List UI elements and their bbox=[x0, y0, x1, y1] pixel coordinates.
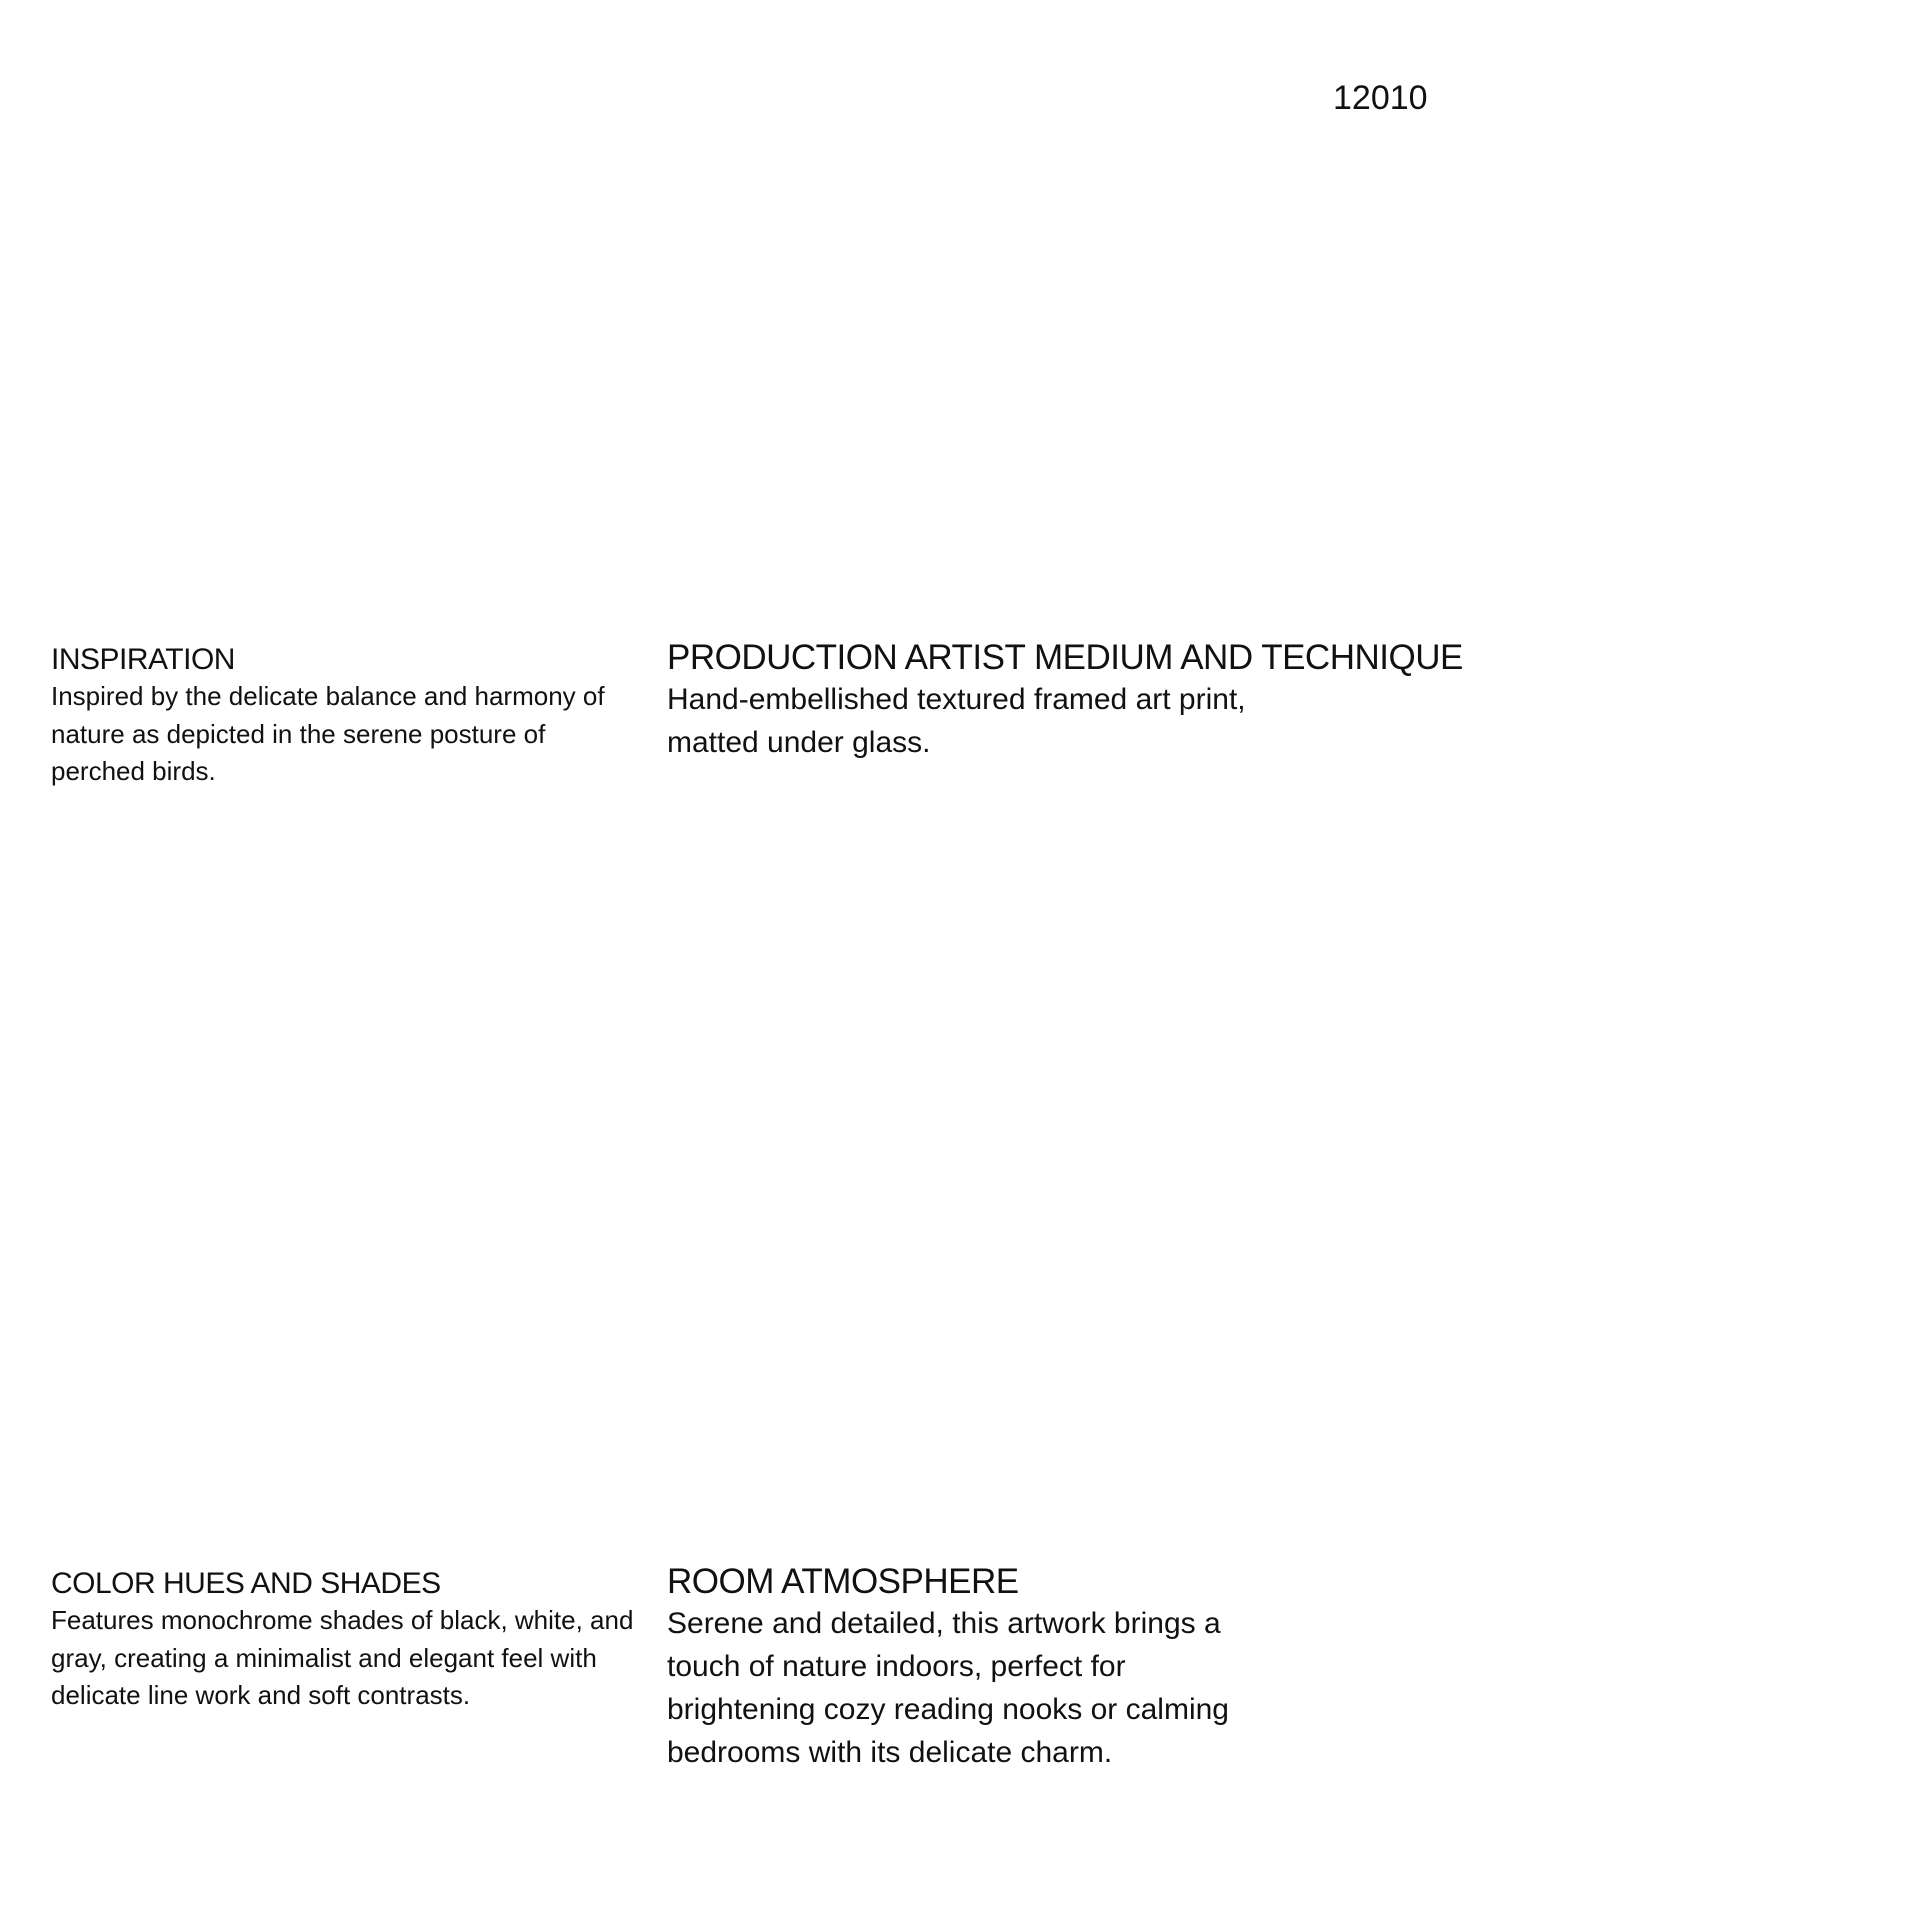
color-heading: COLOR HUES AND SHADES bbox=[51, 1567, 441, 1600]
room-atmosphere-heading: ROOM ATMOSPHERE bbox=[667, 1562, 1019, 1601]
room-atmosphere-section bbox=[667, 1562, 1267, 1774]
production-section bbox=[667, 638, 1567, 764]
room-atmosphere-body: Serene and detailed, this artwork brings a touch of nature indoors, perfect for brightening cozy reading nooks or calming bedrooms with its delicate charm. bbox=[667, 1607, 1229, 1769]
production-heading: PRODUCTION ARTIST MEDIUM AND TECHNIQUE bbox=[667, 638, 1463, 677]
inspiration-heading: INSPIRATION bbox=[51, 643, 235, 676]
color-section bbox=[51, 1566, 636, 1715]
color-body: Features monochrome shades of black, white, and gray, creating a minimalist and elegant feel with delicate line work and soft contrasts. bbox=[51, 1605, 634, 1710]
inspiration-body: Inspired by the delicate balance and harmony of nature as depicted in the serene posture of perched birds. bbox=[51, 681, 605, 786]
production-body: Hand-embellished textured framed art print, matted under glass. bbox=[667, 683, 1246, 759]
inspiration-section bbox=[51, 642, 636, 791]
product-code: 12010 bbox=[1333, 79, 1428, 117]
